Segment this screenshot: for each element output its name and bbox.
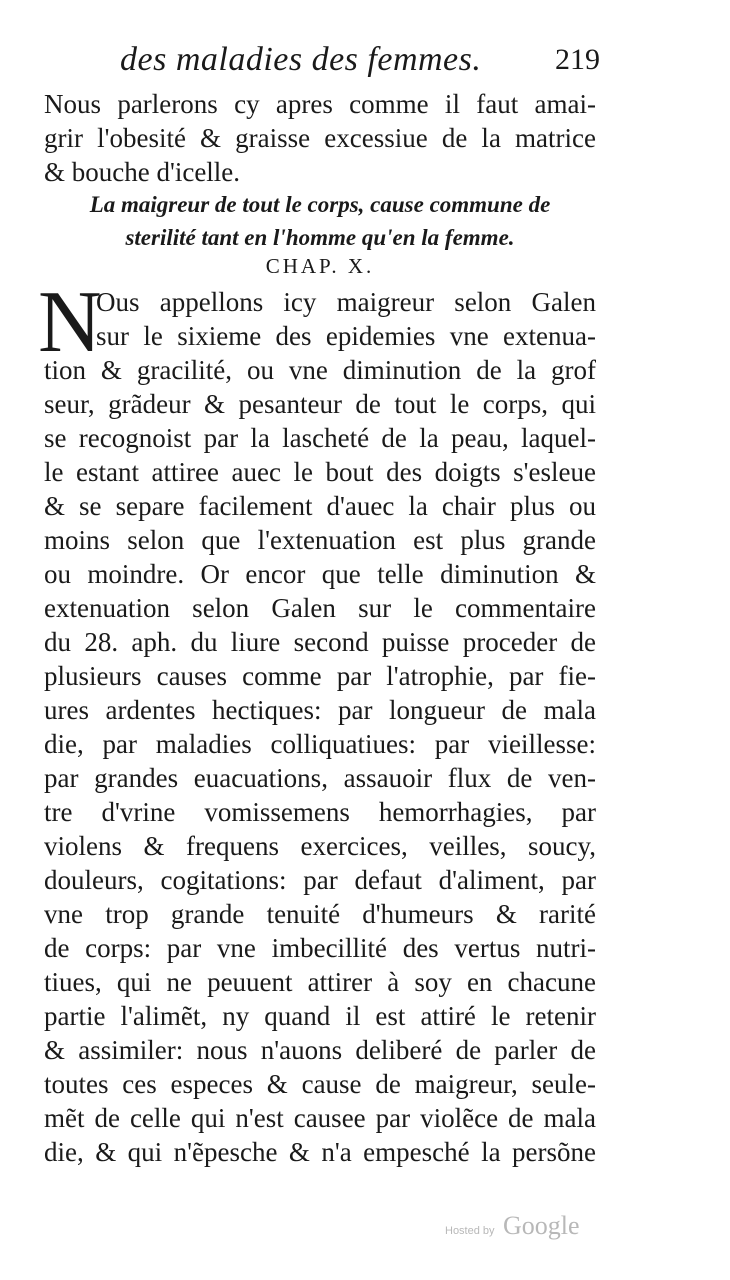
- page-number: 219: [555, 43, 600, 76]
- text-line: Nous parlerons cy apres comme il faut amai-: [44, 89, 596, 119]
- text-line: plusieurs causes comme par l'atrophie, par fie-: [44, 661, 596, 691]
- text-line: le estant attiree auec le bout des doigts s'esleue: [44, 457, 596, 487]
- drop-cap: N: [38, 274, 102, 371]
- text-line: extenuation selon Galen sur le commentaire: [44, 593, 596, 623]
- text-line: violens & frequens exercices, veilles, soucy,: [44, 831, 596, 861]
- text-line: moins selon que l'extenuation est plus grande: [44, 525, 596, 555]
- text-line: de corps: par vne imbecillité des vertus nutri-: [44, 933, 596, 963]
- text-line: & bouche d'icelle.: [44, 157, 241, 187]
- running-title: des maladies des femmes.: [120, 41, 482, 78]
- text-line: & se separe facilement d'auec la chair plus ou: [44, 491, 596, 521]
- hosted-by-watermark: [445, 1210, 605, 1244]
- text-line: vne trop grande tenuité d'humeurs & rarité: [44, 899, 596, 929]
- text-line: die, par maladies colliquatiues: par vieillesse:: [44, 729, 596, 759]
- chapter-heading-line: La maigreur de tout le corps, cause commune de: [89, 192, 551, 217]
- google-wordmark: Google: [503, 1211, 580, 1240]
- text-line: du 28. aph. du liure second puisse proceder de: [44, 627, 596, 657]
- chapter-heading-line: sterilité tant en l'homme qu'en la femme.: [125, 225, 515, 250]
- text-line: partie l'alimẽt, ny quand il est attiré le retenir: [44, 1001, 596, 1031]
- text-line: toutes ces especes & cause de maigreur, seule-: [44, 1069, 596, 1099]
- chapter-label: CHAP. X.: [265, 254, 375, 278]
- text-line: grir l'obesité & graisse excessiue de la matrice: [44, 123, 596, 153]
- hosted-by-label: Hosted by: [445, 1225, 495, 1237]
- text-line: ures ardentes hectiques: par longueur de mala: [44, 695, 596, 725]
- text-line: seur, grãdeur & pesanteur de tout le corps, qui: [44, 389, 596, 419]
- text-line: douleurs, cogitations: par defaut d'aliment, par: [44, 865, 596, 895]
- text-line: tre d'vrine vomissemens hemorrhagies, par: [44, 797, 596, 827]
- text-line: tion & gracilité, ou vne diminution de la grof: [44, 355, 596, 385]
- text-line: sur le sixieme des epidemies vne extenua-: [96, 321, 596, 351]
- text-line: tiues, qui ne peuuent attirer à soy en chacune: [44, 967, 596, 997]
- text-line: mẽt de celle qui n'est causee par violẽce de mala: [44, 1103, 596, 1133]
- text-line: se recognoist par la lascheté de la peau, laquel-: [44, 423, 596, 453]
- text-line: & assimiler: nous n'auons deliberé de parler de: [44, 1035, 596, 1065]
- text-line: Ous appellons icy maigreur selon Galen: [96, 287, 596, 317]
- text-line: par grandes euacuations, assauoir flux de ven-: [44, 763, 596, 793]
- text-line: die, & qui n'ẽpesche & n'a empesché la persõne: [44, 1137, 596, 1167]
- text-line: ou moindre. Or encor que telle diminution &: [44, 559, 596, 589]
